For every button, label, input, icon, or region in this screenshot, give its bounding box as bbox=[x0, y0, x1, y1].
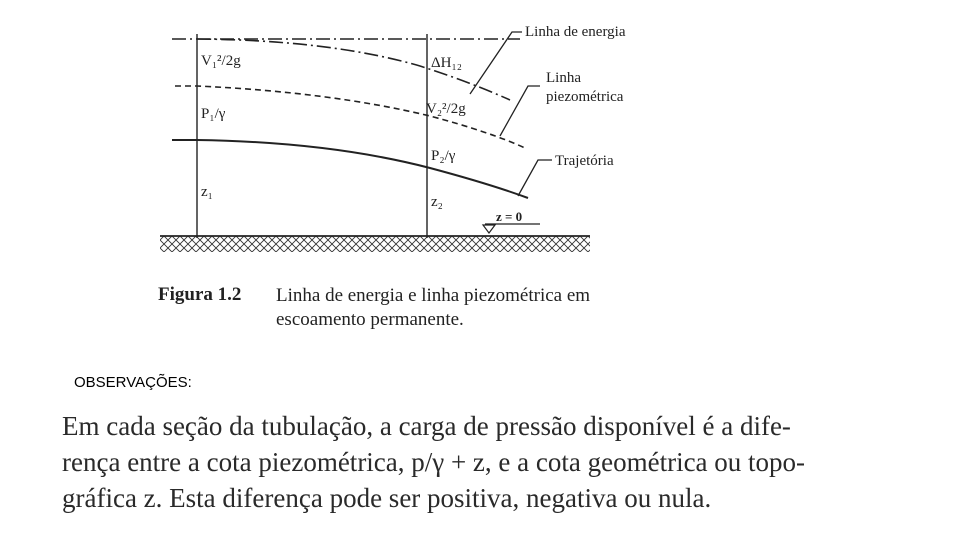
energy-leader bbox=[470, 32, 522, 94]
energy-line bbox=[197, 39, 510, 100]
observation-paragraph bbox=[62, 408, 942, 516]
piezometric-line bbox=[175, 86, 525, 148]
paragraph-line-1: Em cada seção da tubulação, a carga de pressão disponível é a dife- bbox=[62, 411, 791, 441]
figure-caption bbox=[276, 284, 656, 332]
datum-triangle-icon bbox=[483, 225, 495, 233]
z2-label: z₂ bbox=[431, 194, 443, 210]
paragraph-line-3: gráfica z. Esta diferença pode ser positiva, negativa ou nula. bbox=[62, 483, 712, 513]
figure-caption-line-2: escoamento permanente. bbox=[276, 309, 464, 330]
ground-hatch bbox=[160, 236, 590, 252]
p1-label: P₁/γ bbox=[201, 106, 226, 122]
figure-caption-label: Figura 1.2 bbox=[158, 284, 242, 305]
z1-label: z₁ bbox=[201, 184, 213, 200]
figure-caption-line-1: Linha de energia e linha piezométrica em bbox=[276, 285, 591, 306]
energy-line-label: Linha de energia bbox=[525, 24, 626, 40]
observations-title: OBSERVAÇÕES: bbox=[74, 374, 192, 391]
p2-label: P₂/γ bbox=[431, 148, 456, 164]
v1-label: V₁²/2g bbox=[201, 53, 241, 69]
paragraph-line-2: rença entre a cota piezométrica, p/γ + z, e a cota geométrica ou topo- bbox=[62, 447, 806, 477]
trajectory-line bbox=[172, 140, 528, 198]
v2-label: V₂²/2g bbox=[426, 101, 466, 117]
piezometric-label-1: Linha bbox=[546, 70, 581, 86]
piezometric-leader bbox=[500, 86, 540, 136]
datum-label: z = 0 bbox=[496, 209, 523, 224]
piezometric-label-2: piezométrica bbox=[546, 89, 624, 105]
trajectory-leader bbox=[518, 160, 552, 196]
trajectory-label: Trajetória bbox=[555, 153, 614, 169]
dh12-label: ΔH₁₂ bbox=[431, 55, 462, 71]
